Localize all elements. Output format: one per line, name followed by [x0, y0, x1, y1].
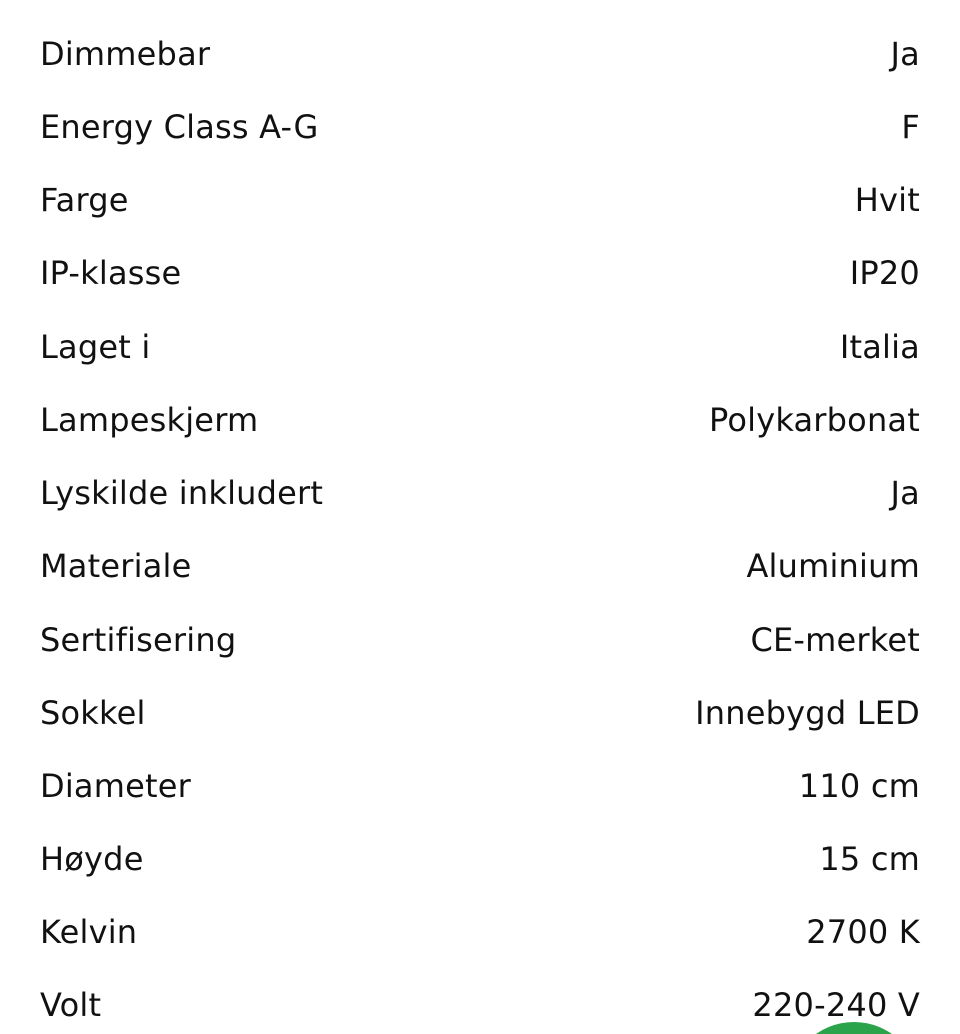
spec-value: 220-240 V	[752, 985, 920, 1024]
spec-row-kelvin	[40, 895, 920, 968]
spec-value: F	[901, 107, 920, 146]
spec-row-laget-i	[40, 310, 920, 383]
spec-label: Volt	[40, 985, 102, 1024]
spec-label: Sokkel	[40, 693, 146, 732]
spec-label: Energy Class A-G	[40, 107, 319, 146]
spec-row-sertifisering	[40, 603, 920, 676]
spec-value: CE-merket	[750, 620, 920, 659]
spec-value: Polykarbonat	[708, 400, 920, 439]
spec-label: Høyde	[40, 839, 144, 878]
spec-value: 2700 K	[806, 912, 920, 951]
spec-value: 15 cm	[819, 839, 920, 878]
spec-label: Sertifisering	[40, 620, 237, 659]
spec-label: Materiale	[40, 546, 192, 585]
spec-row-sokkel	[40, 676, 920, 749]
spec-label: Farge	[40, 180, 129, 219]
spec-value: Hvit	[854, 180, 920, 219]
spec-value: IP20	[849, 253, 920, 292]
spec-label: Laget i	[40, 327, 151, 366]
spec-label: Kelvin	[40, 912, 138, 951]
spec-row-lampeskjerm	[40, 383, 920, 456]
spec-value: Aluminium	[746, 546, 920, 585]
spec-label: Lyskilde inkludert	[40, 473, 324, 512]
spec-row-farge	[40, 163, 920, 236]
spec-value: Innebygd LED	[695, 693, 920, 732]
spec-label: Dimmebar	[40, 34, 211, 73]
spec-row-volt	[40, 968, 920, 1034]
spec-row-hoyde	[40, 822, 920, 895]
spec-label: IP-klasse	[40, 253, 182, 292]
spec-row-ip-klasse	[40, 236, 920, 309]
spec-row-materiale	[40, 529, 920, 602]
spec-value: Ja	[890, 34, 920, 73]
spec-row-lyskilde-inkludert	[40, 456, 920, 529]
spec-row-diameter	[40, 749, 920, 822]
spec-label: Lampeskjerm	[40, 400, 259, 439]
spec-value: 110 cm	[798, 766, 920, 805]
spec-label: Diameter	[40, 766, 191, 805]
spec-value: Italia	[839, 327, 920, 366]
spec-row-dimmebar	[40, 17, 920, 90]
spec-value: Ja	[890, 473, 920, 512]
spec-row-energy-class	[40, 90, 920, 163]
